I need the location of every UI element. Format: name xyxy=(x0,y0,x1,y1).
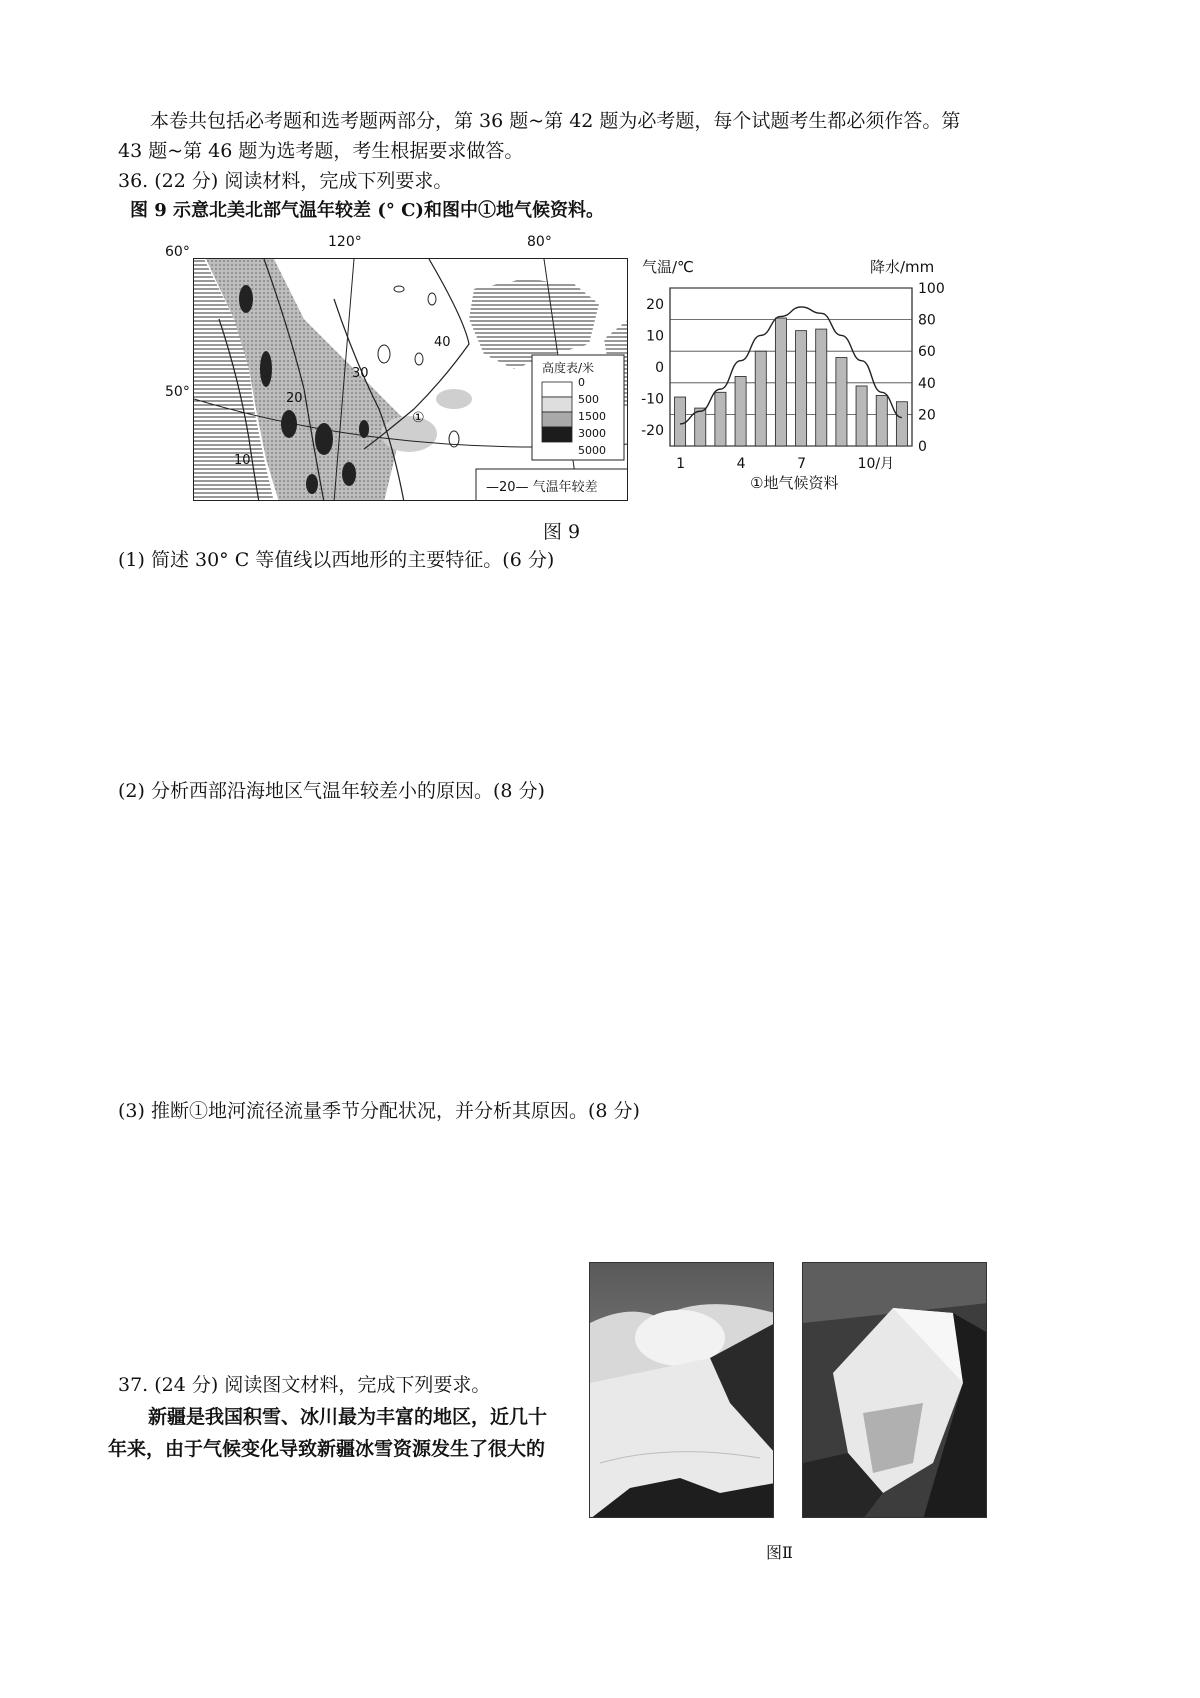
precip-bar xyxy=(816,329,827,446)
precip-bar xyxy=(856,386,867,446)
y-right-tick: 80 xyxy=(918,312,936,329)
map-svg xyxy=(194,259,628,501)
lon-label-120: 120° xyxy=(328,234,362,250)
climate-chart xyxy=(630,250,960,500)
intro-line-1: 本卷共包括必考题和选考题两部分，第 36 题~第 42 题为必考题，每个试题考生都必须作答。第 xyxy=(150,110,961,132)
point-1-label: ① xyxy=(412,410,425,426)
lat-label-50: 50° xyxy=(165,384,190,400)
q37-para-1: 新疆是我国积雪、冰川最为丰富的地区，近几十 xyxy=(148,1406,548,1428)
precip-bar xyxy=(796,331,807,446)
x-tick: 7 xyxy=(797,456,807,472)
y-right-tick: 40 xyxy=(918,375,936,392)
precip-bar xyxy=(876,395,887,446)
legend-level-3000: 3000 xyxy=(578,427,606,440)
q37-para-2: 年来，由于气候变化导致新疆冰雪资源发生了很大的 xyxy=(108,1438,546,1460)
legend-level-5000: 5000 xyxy=(578,444,606,457)
precip-bar xyxy=(836,358,847,446)
legend-swatches xyxy=(542,382,572,442)
legend-level-1500: 1500 xyxy=(578,410,606,423)
x-tick: 4 xyxy=(736,456,746,472)
isoline-label-40: 40 xyxy=(434,335,451,350)
y-left-tick: 20 xyxy=(646,296,664,313)
precip-bar xyxy=(896,402,907,446)
glacier-photo-2 xyxy=(802,1262,987,1518)
precip-bar xyxy=(755,351,766,446)
q36-heading: 36. (22 分) 阅读材料，完成下列要求。 xyxy=(118,170,453,192)
precip-bar xyxy=(715,392,726,446)
isoline-label-30: 30 xyxy=(352,366,369,381)
precip-bar xyxy=(775,318,786,446)
chart-title: ①地气候资料 xyxy=(750,474,839,492)
isoline-label-10: 10 xyxy=(234,453,251,468)
q36-sub3: (3) 推断①地河流径流量季节分配状况，并分析其原因。(8 分) xyxy=(118,1100,640,1122)
lat-label-60: 60° xyxy=(165,244,190,260)
x-tick: 1 xyxy=(676,456,686,472)
y-right-tick: 0 xyxy=(918,439,927,455)
isoline-label-20: 20 xyxy=(286,391,303,406)
q36-sub2: (2) 分析西部沿海地区气温年较差小的原因。(8 分) xyxy=(118,780,545,802)
y-left-tick: 10 xyxy=(646,328,664,345)
y-right-tick: 60 xyxy=(918,344,936,361)
y-left-tick: 0 xyxy=(655,360,664,376)
legend-level-500: 500 xyxy=(578,393,599,406)
legend-title: 高度表/米 xyxy=(542,361,595,375)
figure-intro: 图 9 示意北美北部气温年较差 (° C)和图中①地气候资料。 xyxy=(130,200,604,221)
figure-9-caption: 图 9 xyxy=(543,521,581,543)
glacier-photo-1 xyxy=(589,1262,774,1518)
q37-heading: 37. (24 分) 阅读图文材料，完成下列要求。 xyxy=(118,1374,491,1396)
y-right-tick: 100 xyxy=(918,281,945,297)
legend-level-0: 0 xyxy=(578,376,585,389)
y-right-tick: 20 xyxy=(918,407,936,424)
precip-bar xyxy=(735,376,746,446)
x-tick: 10/月 xyxy=(857,456,895,472)
y-left-tick: -10 xyxy=(641,391,664,408)
lon-label-80: 80° xyxy=(527,234,552,250)
precip-bar xyxy=(695,408,706,446)
precip-bar xyxy=(675,397,686,446)
figure-ii-caption: 图Ⅱ xyxy=(766,1543,793,1562)
intro-line-2: 43 题~第 46 题为选考题，考生根据要求做答。 xyxy=(118,140,524,162)
north-america-map xyxy=(193,258,628,501)
q36-sub1: (1) 简述 30° C 等值线以西地形的主要特征。(6 分) xyxy=(118,549,555,571)
y-right-label: 降水/mm xyxy=(870,258,935,276)
isoline-legend: —20— 气温年较差 xyxy=(486,480,598,495)
y-left-label: 气温/℃ xyxy=(642,258,694,276)
y-left-tick: -20 xyxy=(641,423,664,440)
